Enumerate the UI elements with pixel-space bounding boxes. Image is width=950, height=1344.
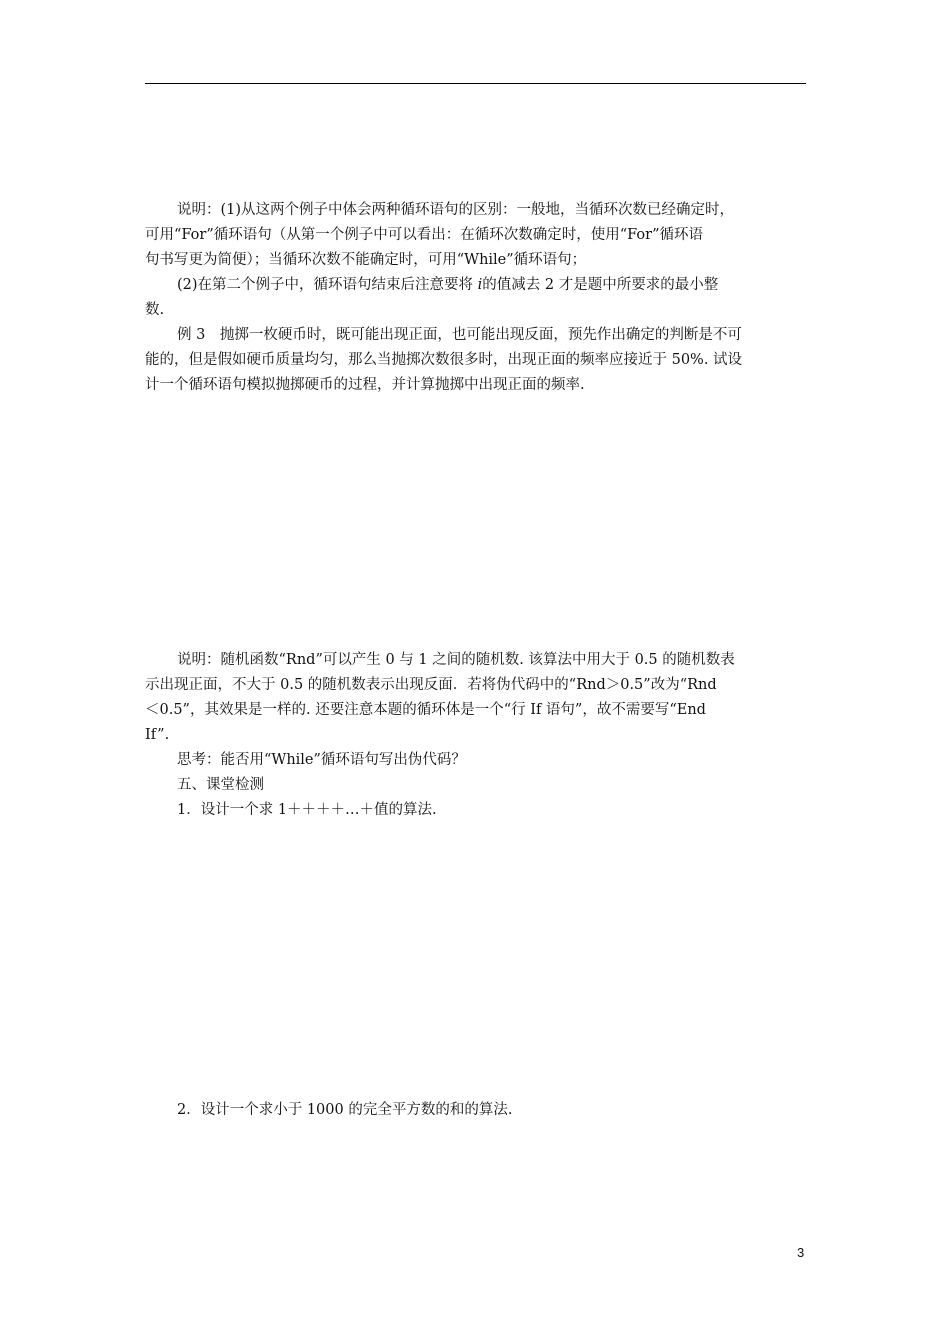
notes2-line2: 数. bbox=[145, 302, 165, 318]
section-heading: 五、课堂检测 bbox=[177, 777, 264, 793]
exercise-2: 2．设计一个求小于 1000 的完全平方数的和的算法. bbox=[177, 1102, 513, 1118]
notes3-line3: ＜0.5”，其效果是一样的. 还要注意本题的循环体是一个“行 If 语句”，故不需要写“End bbox=[145, 702, 706, 718]
notes1-line2: 可用“For”循环语句（从第一个例子中可以看出：在循环次数确定时，使用“For”循环语 bbox=[145, 227, 704, 243]
header-rule bbox=[145, 83, 806, 84]
exercise-1: 1．设计一个求 1＋＋＋＋…＋值的算法. bbox=[177, 802, 437, 818]
variable-i: i bbox=[477, 277, 483, 293]
notes1-line1: 说明：(1)从这两个例子中体会两种循环语句的区别：一般地，当循环次数已经确定时， bbox=[177, 202, 735, 218]
thinking-question: 思考：能否用“While”循环语句写出伪代码？ bbox=[177, 752, 466, 768]
example3-line1: 例 3 抛掷一枚硬币时，既可能出现正面，也可能出现反面，预先作出确定的判断是不可 bbox=[177, 327, 742, 343]
notes3-line4: If”. bbox=[145, 727, 170, 743]
notes2-line1-pre: (2)在第二个例子中，循环语句结束后注意要将 bbox=[177, 277, 478, 293]
notes2-line1 bbox=[177, 273, 718, 298]
example3-line2: 能的，但是假如硬币质量均匀，那么当抛掷次数很多时，出现正面的频率应接近于 50%. 试设 bbox=[145, 352, 743, 368]
notes3-line2: 示出现正面，不大于 0.5 的随机数表示出现反面．若将伪代码中的“Rnd＞0.5”改为“Rnd bbox=[145, 677, 717, 693]
page-number: 3 bbox=[797, 1245, 805, 1260]
notes3-line1: 说明：随机函数“Rnd”可以产生 0 与 1 之间的随机数. 该算法中用大于 0.5 的随机数表 bbox=[177, 652, 735, 668]
example3-line3: 计一个循环语句模拟抛掷硬币的过程，并计算抛掷中出现正面的频率. bbox=[145, 377, 585, 393]
notes1-line3: 句书写更为简便）；当循环次数不能确定时，可用“While”循环语句； bbox=[145, 252, 587, 268]
notes2-line1-post: 的值减去 2 才是题中所要求的最小整 bbox=[482, 277, 719, 293]
